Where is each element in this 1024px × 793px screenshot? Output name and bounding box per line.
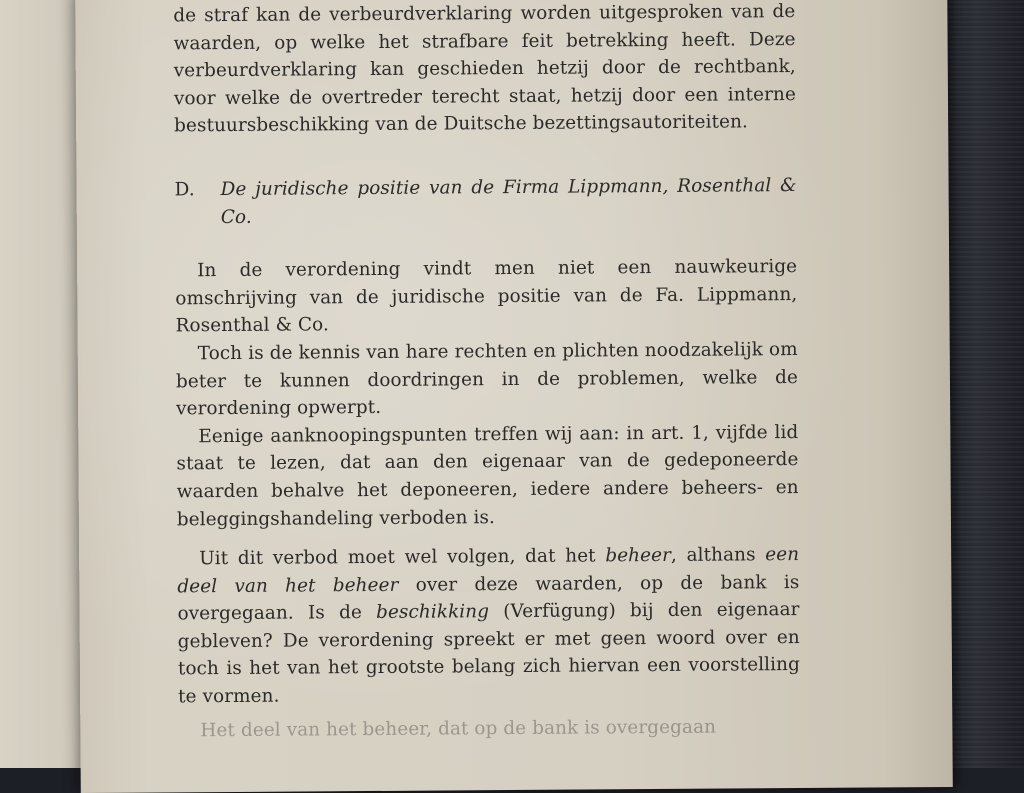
paragraph-4-emphasis-3: beschikking — [375, 601, 490, 624]
paragraph-4 — [177, 541, 800, 711]
paragraph-4-text-1: Uit dit verbod moet wel volgen, dat het — [199, 545, 606, 570]
paragraph-4-text-4: (Verfügung) bij den eigenaar gebleven? De verordening spreekt er met geen woord over en toch is het van het grootste belang zich hiervan een voorstelling te vormen. — [177, 599, 800, 708]
paragraph-4-text-3: over deze waarden, op de bank is overgegaan. Is de — [177, 571, 800, 625]
cut-off-line: Het deel van het beheer, dat op de bank is overgegaan — [200, 716, 717, 741]
section-title: De juridische positie van de Firma Lippmann, Rosenthal & Co. — [220, 174, 797, 228]
paragraph-1: In de verordening vindt men niet een nauwkeurige omschrijving van de juridische positie van de Fa. Lippmann, Rosenthal & Co. — [175, 256, 798, 337]
page-text — [173, 0, 800, 741]
paragraph-4-text-2: , althans — [670, 544, 766, 567]
book-page — [75, 0, 953, 793]
section-heading — [175, 172, 797, 232]
paragraph-4-emphasis-2: een deel van het beheer — [177, 544, 800, 598]
paragraph-2: Toch is de kennis van hare rechten en plichten noodzakelijk om beter te kunnen doordringen in de problemen, welke de verordening opwerpt. — [175, 338, 798, 420]
paragraph-4-emphasis-1: beheer — [605, 545, 672, 567]
paragraph-3: Eenige aanknoopingspunten treffen wij aan: in art. 1, vijfde lid staat te lezen, dat aan den eigenaar van de gedeponeerde waarden behalve het deponeeren, iedere andere beheers- en beleggingshandeling verboden is. — [176, 421, 799, 530]
section-letter: D. — [174, 179, 195, 201]
top-paragraph: de straf kan de verbeurdverklaring worden uitgesproken van de waarden, op welke het strafbare feit betrekking heeft. Deze verbeurdverklaring kan geschieden hetzij door de rechtbank, voor welke de overtreder terecht staat, hetzij door een interne bestuursbeschikking van de Duitsche bezettingsautoriteiten. — [173, 1, 797, 137]
